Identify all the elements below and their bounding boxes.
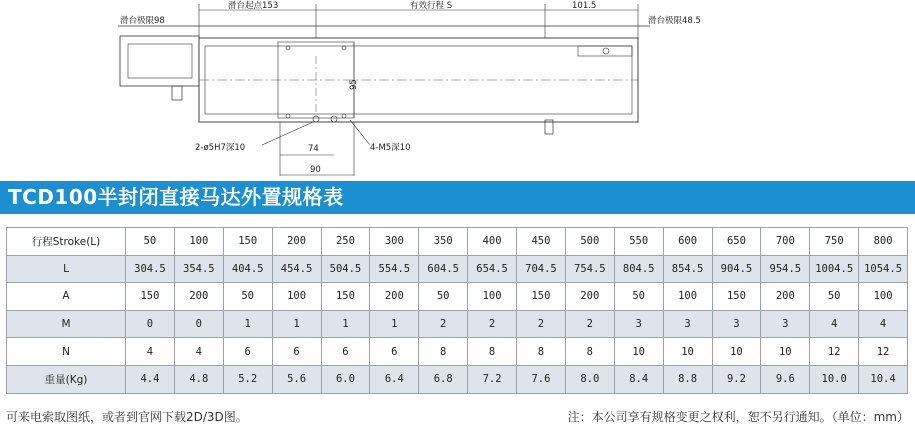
dim-90: 90 — [310, 165, 321, 175]
table-cell: 350 — [419, 228, 468, 256]
table-cell: 804.5 — [614, 255, 663, 283]
table-cell: 9.6 — [761, 365, 810, 393]
table-cell: 304.5 — [126, 255, 175, 283]
table-cell: 8.0 — [565, 365, 614, 393]
table-cell: 504.5 — [321, 255, 370, 283]
row-label: M — [7, 310, 126, 338]
table-cell: 100 — [272, 283, 321, 311]
table-cell: 8 — [468, 338, 517, 366]
dim-74: 74 — [308, 144, 319, 154]
table-cell: 3 — [761, 310, 810, 338]
table-cell: 150 — [126, 283, 175, 311]
table-cell: 550 — [614, 228, 663, 256]
table-row — [7, 365, 908, 393]
table-cell: 454.5 — [272, 255, 321, 283]
table-row — [7, 228, 908, 256]
table-cell: 1 — [272, 310, 321, 338]
table-cell: 10 — [663, 338, 712, 366]
table-cell: 4 — [810, 310, 859, 338]
dim-slider-start: 滑台起点153 — [228, 1, 279, 11]
download-note: 可来电索取图纸，或者到官网下载2D/3D图。 — [6, 410, 248, 424]
dim-slider-limit-right: 滑台极限48.5 — [648, 16, 701, 26]
table-row — [7, 338, 908, 366]
page-title: TCD100半封闭直接马达外置规格表 — [8, 185, 344, 209]
table-cell: 654.5 — [468, 255, 517, 283]
table-cell: 904.5 — [712, 255, 761, 283]
table-cell: 200 — [761, 283, 810, 311]
table-cell: 4.8 — [174, 365, 223, 393]
dim-screw-hole: 4-M5深10 — [370, 143, 411, 153]
table-cell: 8.4 — [614, 365, 663, 393]
row-label: N — [7, 338, 126, 366]
table-cell: 404.5 — [223, 255, 272, 283]
table-cell: 5.6 — [272, 365, 321, 393]
table-cell: 3 — [614, 310, 663, 338]
table-cell: 150 — [517, 283, 566, 311]
table-cell: 6 — [223, 338, 272, 366]
table-cell: 2 — [468, 310, 517, 338]
table-cell: 5.2 — [223, 365, 272, 393]
table-cell: 50 — [223, 283, 272, 311]
table-cell: 8 — [565, 338, 614, 366]
table-row — [7, 283, 908, 311]
table-cell: 4 — [859, 310, 908, 338]
table-cell: 12 — [810, 338, 859, 366]
table-cell: 200 — [370, 283, 419, 311]
table-cell: 7.2 — [468, 365, 517, 393]
row-label: A — [7, 283, 126, 311]
table-cell: 6 — [272, 338, 321, 366]
table-cell: 0 — [126, 310, 175, 338]
table-row — [7, 255, 908, 283]
table-cell: 4 — [174, 338, 223, 366]
table-cell: 2 — [419, 310, 468, 338]
table-cell: 150 — [712, 283, 761, 311]
table-cell: 300 — [370, 228, 419, 256]
table-cell: 3 — [712, 310, 761, 338]
table-cell: 10.0 — [810, 365, 859, 393]
table-cell: 450 — [517, 228, 566, 256]
table-cell: 6.8 — [419, 365, 468, 393]
table-cell: 354.5 — [174, 255, 223, 283]
table-cell: 400 — [468, 228, 517, 256]
table-cell: 3 — [663, 310, 712, 338]
table-cell: 200 — [272, 228, 321, 256]
dim-95: 95 — [349, 79, 359, 90]
spec-table — [6, 227, 908, 394]
table-cell: 10 — [712, 338, 761, 366]
table-cell: 50 — [614, 283, 663, 311]
table-cell: 1054.5 — [859, 255, 908, 283]
dim-effective-stroke: 有效行程 S — [410, 1, 453, 11]
table-cell: 600 — [663, 228, 712, 256]
table-cell: 100 — [174, 228, 223, 256]
table-cell: 0 — [174, 310, 223, 338]
table-cell: 554.5 — [370, 255, 419, 283]
table-cell: 1 — [370, 310, 419, 338]
table-cell: 100 — [663, 283, 712, 311]
dim-101-5: 101.5 — [572, 1, 597, 11]
table-cell: 2 — [565, 310, 614, 338]
table-cell: 700 — [761, 228, 810, 256]
table-cell: 750 — [810, 228, 859, 256]
table-cell: 2 — [517, 310, 566, 338]
row-label: L — [7, 255, 126, 283]
table-cell: 6.0 — [321, 365, 370, 393]
table-cell: 7.6 — [517, 365, 566, 393]
table-cell: 12 — [859, 338, 908, 366]
row-label: 重量(Kg) — [7, 365, 126, 393]
technical-drawing — [0, 0, 915, 178]
table-cell: 6 — [321, 338, 370, 366]
table-cell: 6.4 — [370, 365, 419, 393]
row-label: 行程Stroke(L) — [7, 228, 126, 256]
table-cell: 200 — [565, 283, 614, 311]
table-cell: 1 — [223, 310, 272, 338]
table-cell: 250 — [321, 228, 370, 256]
table-row — [7, 310, 908, 338]
dim-slider-limit-left: 滑台极限98 — [120, 16, 165, 26]
table-cell: 9.2 — [712, 365, 761, 393]
table-cell: 954.5 — [761, 255, 810, 283]
title-banner — [0, 181, 915, 214]
table-cell: 650 — [712, 228, 761, 256]
table-cell: 854.5 — [663, 255, 712, 283]
table-cell: 50 — [810, 283, 859, 311]
table-cell: 10 — [614, 338, 663, 366]
table-cell: 150 — [223, 228, 272, 256]
table-cell: 8.8 — [663, 365, 712, 393]
table-cell: 604.5 — [419, 255, 468, 283]
table-cell: 4 — [126, 338, 175, 366]
table-cell: 754.5 — [565, 255, 614, 283]
table-cell: 800 — [859, 228, 908, 256]
table-cell: 8 — [419, 338, 468, 366]
table-cell: 200 — [174, 283, 223, 311]
table-cell: 704.5 — [517, 255, 566, 283]
table-cell: 1004.5 — [810, 255, 859, 283]
table-cell: 100 — [859, 283, 908, 311]
table-cell: 50 — [126, 228, 175, 256]
table-cell: 150 — [321, 283, 370, 311]
table-cell: 6 — [370, 338, 419, 366]
dim-pin-hole: 2-ø5H7深10 — [195, 143, 246, 153]
table-cell: 50 — [419, 283, 468, 311]
table-cell: 1 — [321, 310, 370, 338]
table-cell: 4.4 — [126, 365, 175, 393]
table-cell: 8 — [517, 338, 566, 366]
table-cell: 10 — [761, 338, 810, 366]
disclaimer-note: 注：本公司享有规格变更之权利，恕不另行通知。（单位：mm） — [567, 410, 909, 424]
table-cell: 500 — [565, 228, 614, 256]
table-cell: 100 — [468, 283, 517, 311]
table-cell: 10.4 — [859, 365, 908, 393]
